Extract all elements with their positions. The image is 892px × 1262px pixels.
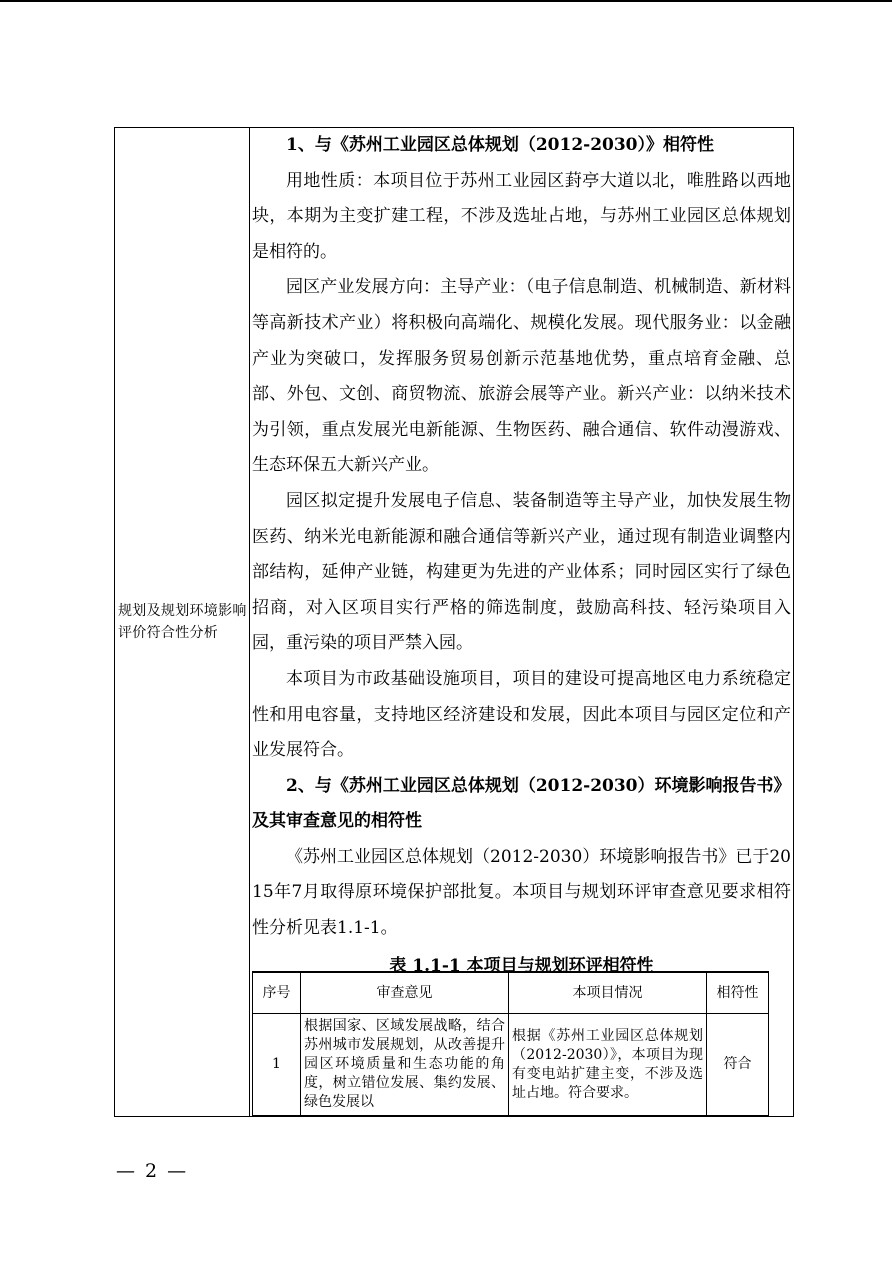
conformity-table	[252, 971, 769, 1116]
header-conformity: 相符性	[707, 972, 769, 1014]
row-no: 1	[253, 1014, 301, 1116]
content-cell	[252, 128, 791, 984]
table-caption: 表 1.1-1 本项目与规划环评相符性	[389, 955, 654, 976]
left-label-cell	[115, 128, 250, 1116]
top-border-line	[0, 0, 892, 2]
paragraph-eia-approval: 《苏州工业园区总体规划（2012-2030）环境影响报告书》已于2015年7月取得原环境保护部批复。本项目与规划环评审查意见要求相符性分析见表1.1-1。	[252, 846, 791, 939]
left-label: 规划及规划环境影响评价符合性分析	[118, 603, 247, 641]
paragraph-land-use: 用地性质：本项目位于苏州工业园区葑亭大道以北，唯胜路以西地块，本期为主变扩建工程，不涉及选址占地，与苏州工业园区总体规划是相符的。	[252, 170, 791, 262]
header-no: 序号	[253, 972, 301, 1014]
row-conformity: 符合	[707, 1014, 769, 1116]
header-situation: 本项目情况	[509, 972, 707, 1014]
heading-2: 2、与《苏州工业园区总体规划（2012-2030）环境影响报告书》	[286, 775, 791, 796]
paragraph-industry-plan: 园区拟定提升发展电子信息、装备制造等主导产业，加快发展生物医药、纳米光电新能源和融合通信等新兴产业，通过现有制造业调整内部结构，延伸产业链，构建更为先进的产业体系；同时园区实行了绿色招商，对入区项目实行严格的筛选制度，鼓励高科技、轻污染项目入园，重污染的项目严禁入园。	[252, 490, 791, 654]
paragraph-project-conformity: 本项目为市政基础设施项目，项目的建设可提高地区电力系统稳定性和用电容量，支持地区经济建设和发展，因此本项目与园区定位和产业发展符合。	[252, 668, 791, 761]
row-situation: 根据《苏州工业园区总体规划（2012-2030）》，本项目为现有变电站扩建主变，不涉及选址占地。符合要求。	[509, 1014, 707, 1116]
header-opinion: 审查意见	[301, 972, 509, 1014]
row-opinion: 根据国家、区域发展战略，结合苏州城市发展规划，从改善提升园区环境质量和生态功能的角度，树立错位发展、集约发展、绿色发展以	[301, 1014, 509, 1116]
heading-2-continued: 及其审查意见的相符性	[252, 811, 422, 832]
page-number: — 2 —	[116, 1160, 189, 1182]
form-table	[114, 127, 794, 1117]
heading-1: 1、与《苏州工业园区总体规划（2012-2030）》相符性	[286, 135, 715, 155]
table-header-row	[253, 972, 769, 1014]
table-row	[253, 1014, 769, 1116]
paragraph-industry-direction: 园区产业发展方向：主导产业：（电子信息制造、机械制造、新材料等高新技术产业）将积极向高端化、规模化发展。现代服务业：以金融产业为突破口，发挥服务贸易创新示范基地优势，重点培育金融、总部、外包、文创、商贸物流、旅游会展等产业。新兴产业：以纳米技术为引领，重点发展光电新能源、生物医药、融合通信、软件动漫游戏、生态环保五大新兴产业。	[252, 277, 791, 476]
